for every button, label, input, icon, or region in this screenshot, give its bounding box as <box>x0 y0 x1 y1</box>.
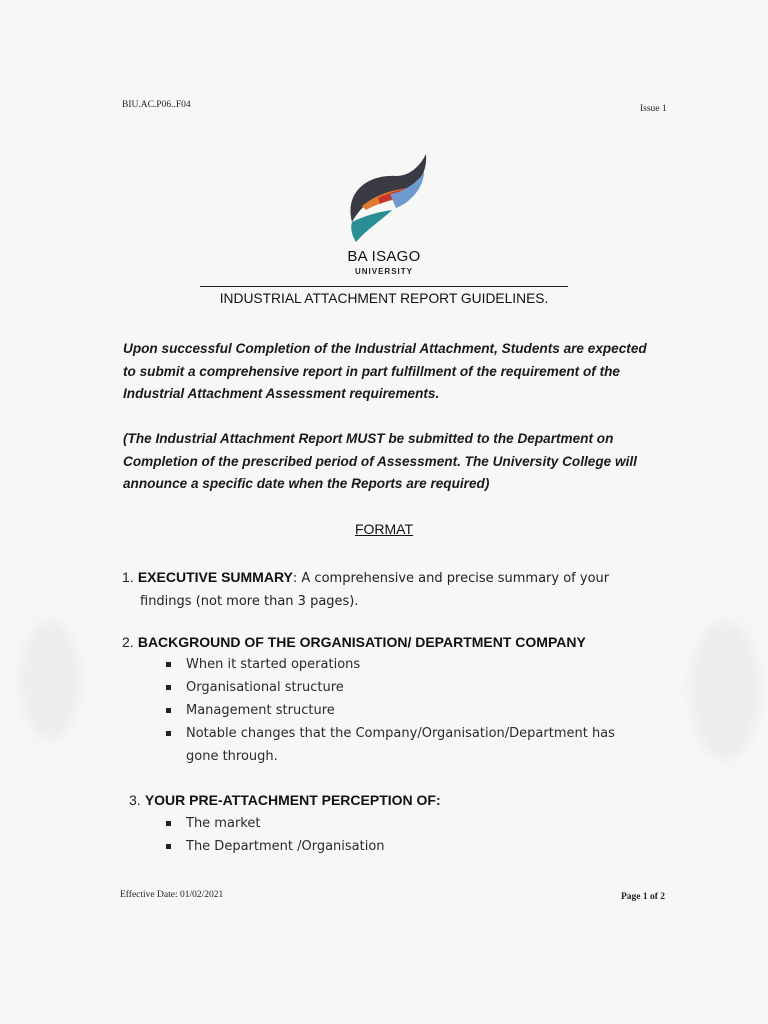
university-logo-icon <box>338 152 430 244</box>
scan-smudge <box>690 620 760 760</box>
scan-smudge <box>20 620 80 740</box>
background-list <box>162 653 646 768</box>
section-background <box>122 634 586 651</box>
list-item: Notable changes that the Company/Organisation/Department has gone through. <box>162 722 646 768</box>
section-heading: BACKGROUND OF THE ORGANISATION/ DEPARTMENT COMPANY <box>137 634 586 650</box>
list-item: The Department /Organisation <box>162 835 646 858</box>
list-item: Organisational structure <box>162 676 646 699</box>
section-pre-attachment <box>129 792 441 809</box>
section-text: : A comprehensive and precise summary of your <box>292 571 610 586</box>
issue-number: Issue 1 <box>640 104 667 114</box>
format-heading: FORMAT <box>354 521 414 537</box>
section-heading: YOUR PRE-ATTACHMENT PERCEPTION OF: <box>144 792 441 808</box>
document-reference: BIU.AC.P06..F04 <box>122 100 191 110</box>
section-text-continuation: findings (not more than 3 pages). <box>140 594 359 609</box>
perception-list <box>162 812 646 858</box>
document-title: INDUSTRIAL ATTACHMENT REPORT GUIDELINES. <box>219 291 549 306</box>
section-executive-summary <box>122 566 642 613</box>
effective-date: Effective Date: 01/02/2021 <box>120 890 224 900</box>
section-number: 1. <box>122 569 134 585</box>
list-item: When it started operations <box>162 653 646 676</box>
list-item: Management structure <box>162 699 646 722</box>
list-item: The market <box>162 812 646 835</box>
section-number: 3. <box>129 792 141 808</box>
title-rule <box>200 286 568 287</box>
submission-note: (The Industrial Attachment Report MUST be submitted to the Department on Completion of the prescribed period of Assessment. The University College will announce a specific date when the Reports are required) <box>123 431 637 491</box>
university-subtitle: UNIVERSITY <box>354 267 413 276</box>
section-heading: EXECUTIVE SUMMARY <box>137 569 293 585</box>
page-number: Page 1 of 2 <box>621 892 666 902</box>
section-number: 2. <box>122 634 134 650</box>
university-name: BA ISAGO <box>347 248 421 265</box>
intro-paragraph: Upon successful Completion of the Industrial Attachment, Students are expected to submit a comprehensive report in part fulfillment of the requirement of the Industrial Attachment Assessment requirements. <box>123 341 647 401</box>
